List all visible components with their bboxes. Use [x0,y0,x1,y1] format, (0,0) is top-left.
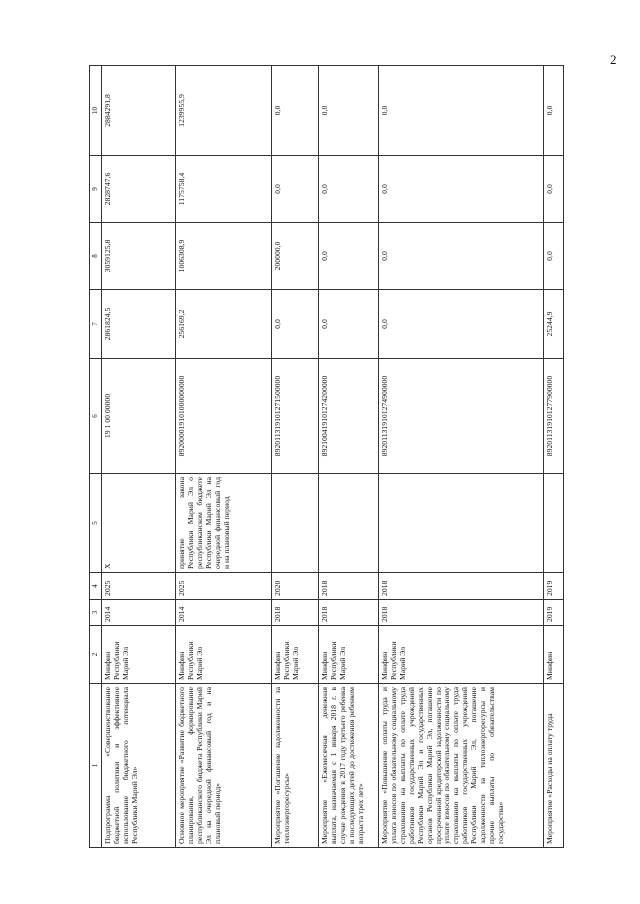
header-cell: 8 [90,223,102,290]
budget-code-cell: 892000019101000000000 [176,359,272,474]
amount-cell: 25244,9 [544,290,564,359]
start-year-cell: 2018 [379,600,544,626]
start-year-cell: 2014 [176,600,272,626]
header-cell: 5 [90,474,102,573]
header-cell: 4 [90,573,102,600]
header-cell: 3 [90,600,102,626]
executor-cell: Минфин [544,626,564,684]
end-year-cell: 2018 [379,573,544,600]
event-name-cell: Мероприятие «Расходы на оплату труда [544,684,564,848]
event-name-cell: Мероприятие «Ежемесячная денежная выплата, назначаемая с 1 января 2018 г. в случае рождения в 2017 году третьего ребенка и последующих детей до достижения ребенком возраста трех лет» [319,684,379,848]
amount-cell: 2861824,5 [102,290,176,359]
event-name-cell: Мероприятие «Повышение оплаты труда и уплата взносов по обязательному социальному страхованию на выплаты по оплате труда работников государственных учреждений Республики Марий Эл и государственных органов Республики Марий Эл, погашение просроченной кредиторской задолженности по уплате взносов по обязательному социальному страхованию на выплаты по оплате труда работников государственных учреждений Республики Марий Эл, погашение задолженности за теплоэнергоресурсы и прочие выплаты по обязательствам государства» [379,684,544,848]
start-year-cell: 2019 [544,600,564,626]
budget-code-cell: 892100419101274200000 [319,359,379,474]
amount-cell: 0,0 [272,66,319,156]
amount-cell: 1175758,4 [176,156,272,223]
amount-cell: 0,0 [272,290,319,359]
result-cell [319,474,379,573]
event-name-cell: Подпрограмма «Совершенствование бюджетной политики и эффективное использование бюджетного потенциала Республики Марий Эл» [102,684,176,848]
table-row [544,66,564,848]
header-cell: 7 [90,290,102,359]
amount-cell: 0,0 [319,156,379,223]
table-row [319,66,379,848]
start-year-cell: 2018 [319,600,379,626]
end-year-cell: 2019 [544,573,564,600]
table-row [272,66,319,848]
result-cell: X [102,474,176,573]
amount-cell: 0,0 [319,66,379,156]
amount-cell: 0,0 [544,66,564,156]
rotated-table-container [89,66,563,848]
amount-cell: 0,0 [544,156,564,223]
amount-cell: 3059125,8 [102,223,176,290]
page-number: 2 [610,52,617,67]
end-year-cell: 2018 [319,573,379,600]
amount-cell: 256169,2 [176,290,272,359]
amount-cell: 0,0 [379,156,544,223]
amount-cell: 0,0 [379,66,544,156]
budget-code-cell: 892011319101274900000 [379,359,544,474]
amount-cell: 2884291,8 [102,66,176,156]
budget-code-cell: 19 1 00 00000 [102,359,176,474]
start-year-cell: 2018 [272,600,319,626]
amount-cell: 0,0 [379,223,544,290]
executor-cell: Минфин Республики Марий Эл [379,626,544,684]
header-cell: 6 [90,359,102,474]
budget-code-cell: 892011319101277900000 [544,359,564,474]
result-cell [544,474,564,573]
event-name-cell: Мероприятие «Погашение задолженности за теплоэнергоресурсы» [272,684,319,848]
amount-cell: 200000,0 [272,223,319,290]
amount-cell: 0,0 [319,223,379,290]
amount-cell: 2828747,6 [102,156,176,223]
header-row [90,66,102,848]
budget-code-cell: 892011319101271500000 [272,359,319,474]
executor-cell: Минфин Республики Марий Эл [272,626,319,684]
amount-cell: 0,0 [379,290,544,359]
amount-cell: 0,0 [544,223,564,290]
amount-cell: 1239955,9 [176,66,272,156]
header-cell: 1 [90,684,102,848]
header-cell: 9 [90,156,102,223]
amount-cell: 0,0 [272,156,319,223]
executor-cell: Минфин Республики Марий Эл [176,626,272,684]
start-year-cell: 2014 [102,600,176,626]
result-cell [272,474,319,573]
amount-cell: 0,0 [319,290,379,359]
table-row [379,66,544,848]
table-row [176,66,272,848]
event-name-cell: Основное мероприятие «Развитие бюджетного планирования, формирование республиканского бюджета Республики Марий Эл на очередной финансовый год и на плановый период» [176,684,272,848]
result-cell: принятие закона Республики Марий Эл о республиканском бюджете Республики Марий Эл на очередной финансовый год и на плановый период [176,474,272,573]
end-year-cell: 2025 [176,573,272,600]
amount-cell: 1006308,9 [176,223,272,290]
result-cell [379,474,544,573]
end-year-cell: 2025 [102,573,176,600]
budget-table [89,65,564,848]
table-row [102,66,176,848]
end-year-cell: 2020 [272,573,319,600]
executor-cell: Минфин Республики Марий Эл [319,626,379,684]
header-cell: 10 [90,66,102,156]
header-cell: 2 [90,626,102,684]
executor-cell: Минфин Республики Марий Эл [102,626,176,684]
